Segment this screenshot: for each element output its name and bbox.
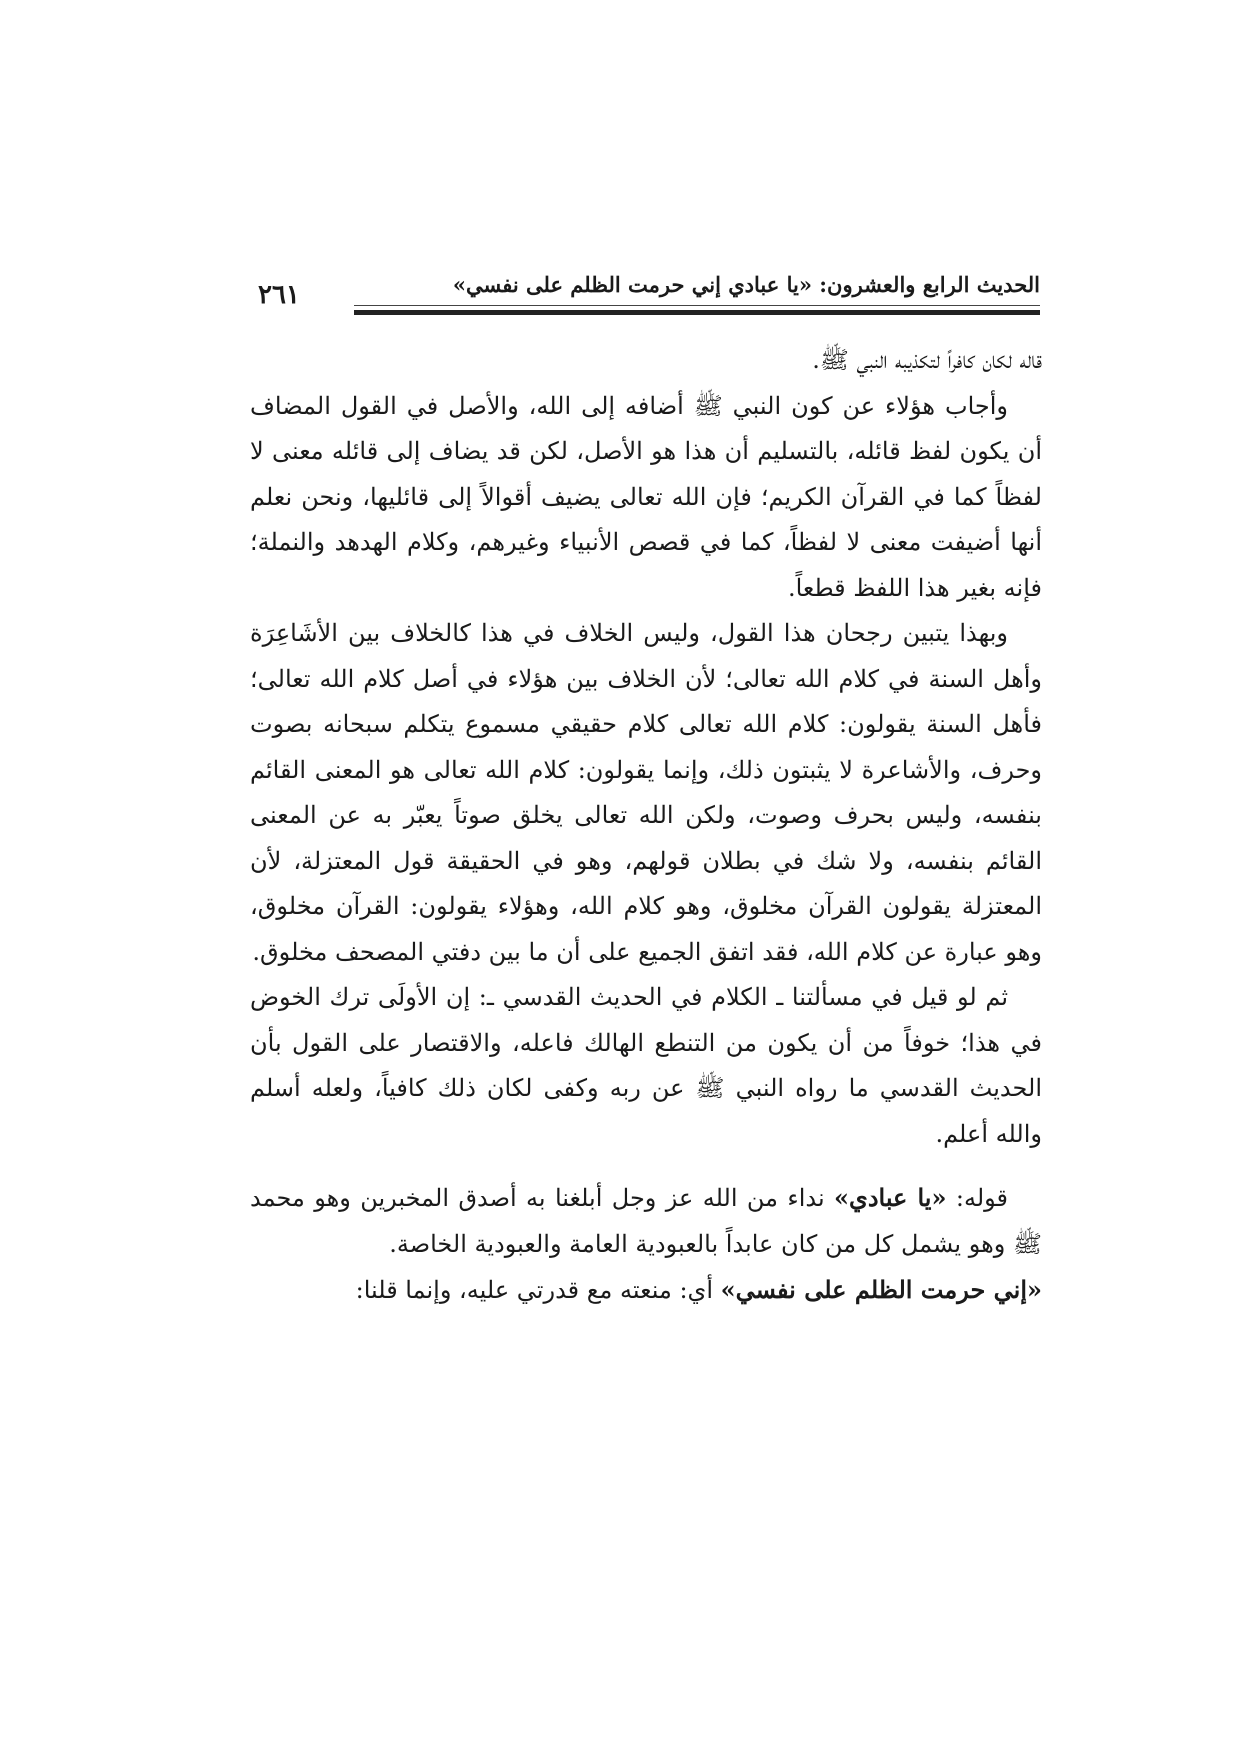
paragraph: ثم لو قيل في مسألتنا ـ الكلام في الحديث القدسي ـ: إن الأولَى ترك الخوض في هذا؛ خوفاً من أن يكون من التنطع الهالك فاعله، والاقتصار على القول بأن الحديث القدسي ما رواه النبي ﷺ عن ربه وكفى لكان ذلك كافياً، ولعله أسلم والله أعلم. [250,983,1042,1148]
header-rule-thin [354,305,1040,306]
paragraph: وأجاب هؤلاء عن كون النبي ﷺ أضافه إلى الله، والأصل في القول المضاف أن يكون لفظ قائله، بالتسليم أن هذا هو الأصل، لكن قد يضاف إلى قائله معنى لا لفظاً كما في القرآن الكريم؛ فإن الله تعالى يضيف أقوالاً إلى قائليها، ونحن نعلم أنها أضيفت معنى لا لفظاً، كما في قصص الأنبياء وغيرهم، وكلام الهدهد والنملة؛ فإنه بغير هذا اللفظ قطعاً. [250,391,1043,602]
commentary-text: أي: منعته مع قدرتي عليه، وإنما قلنا: [355,1276,721,1304]
header-rule [354,310,1040,315]
commentary-paragraph [250,1267,1042,1314]
commentary-prefix: قوله: [946,1184,1009,1212]
hadith-quote: «يا عبادي» [834,1183,947,1212]
chapter-title: الحديث الرابع والعشرون: «يا عبادي إني حرمت الظلم على نفسي» [452,272,1040,297]
running-header [258,272,1040,318]
body-text [250,338,1042,1314]
hadith-quote: «إني حرمت الظلم على نفسي» [720,1275,1042,1304]
paragraph-continuation: قاله لكان كافراً لتكذيبه النبي ﷺ. [812,346,1042,374]
page-number: ٢٦١ [258,280,300,310]
commentary-paragraph [250,1175,1042,1267]
commentary-text: نداء من الله عز وجل أبلغنا به أصدق المخبرين وهو محمد ﷺ وهو يشمل كل من كان عابداً بالعبودية العامة والعبودية الخاصة. [250,1184,1042,1258]
paragraph: وبهذا يتبين رجحان هذا القول، وليس الخلاف في هذا كالخلاف بين الأشَاعِرَة وأهل السنة في كلام الله تعالى؛ لأن الخلاف بين هؤلاء في أصل كلام الله تعالى؛ فأهل السنة يقولون: كلام الله تعالى كلام حقيقي مسموع يتكلم سبحانه بصوت وحرف، والأشاعرة لا يثبتون ذلك، وإنما يقولون: كلام الله تعالى هو المعنى القائم بنفسه، وليس بحرف وصوت، ولكن الله تعالى يخلق صوتاً يعبّر به عن المعنى القائم بنفسه، ولا شك في بطلان قولهم، وهو في الحقيقة قول المعتزلة، لأن المعتزلة يقولون القرآن مخلوق، وهو كلام الله، وهؤلاء يقولون: القرآن مخلوق، وهو عبارة عن كلام الله، فقد اتفق الجميع على أن ما بين دفتي المصحف مخلوق. [250,619,1042,966]
